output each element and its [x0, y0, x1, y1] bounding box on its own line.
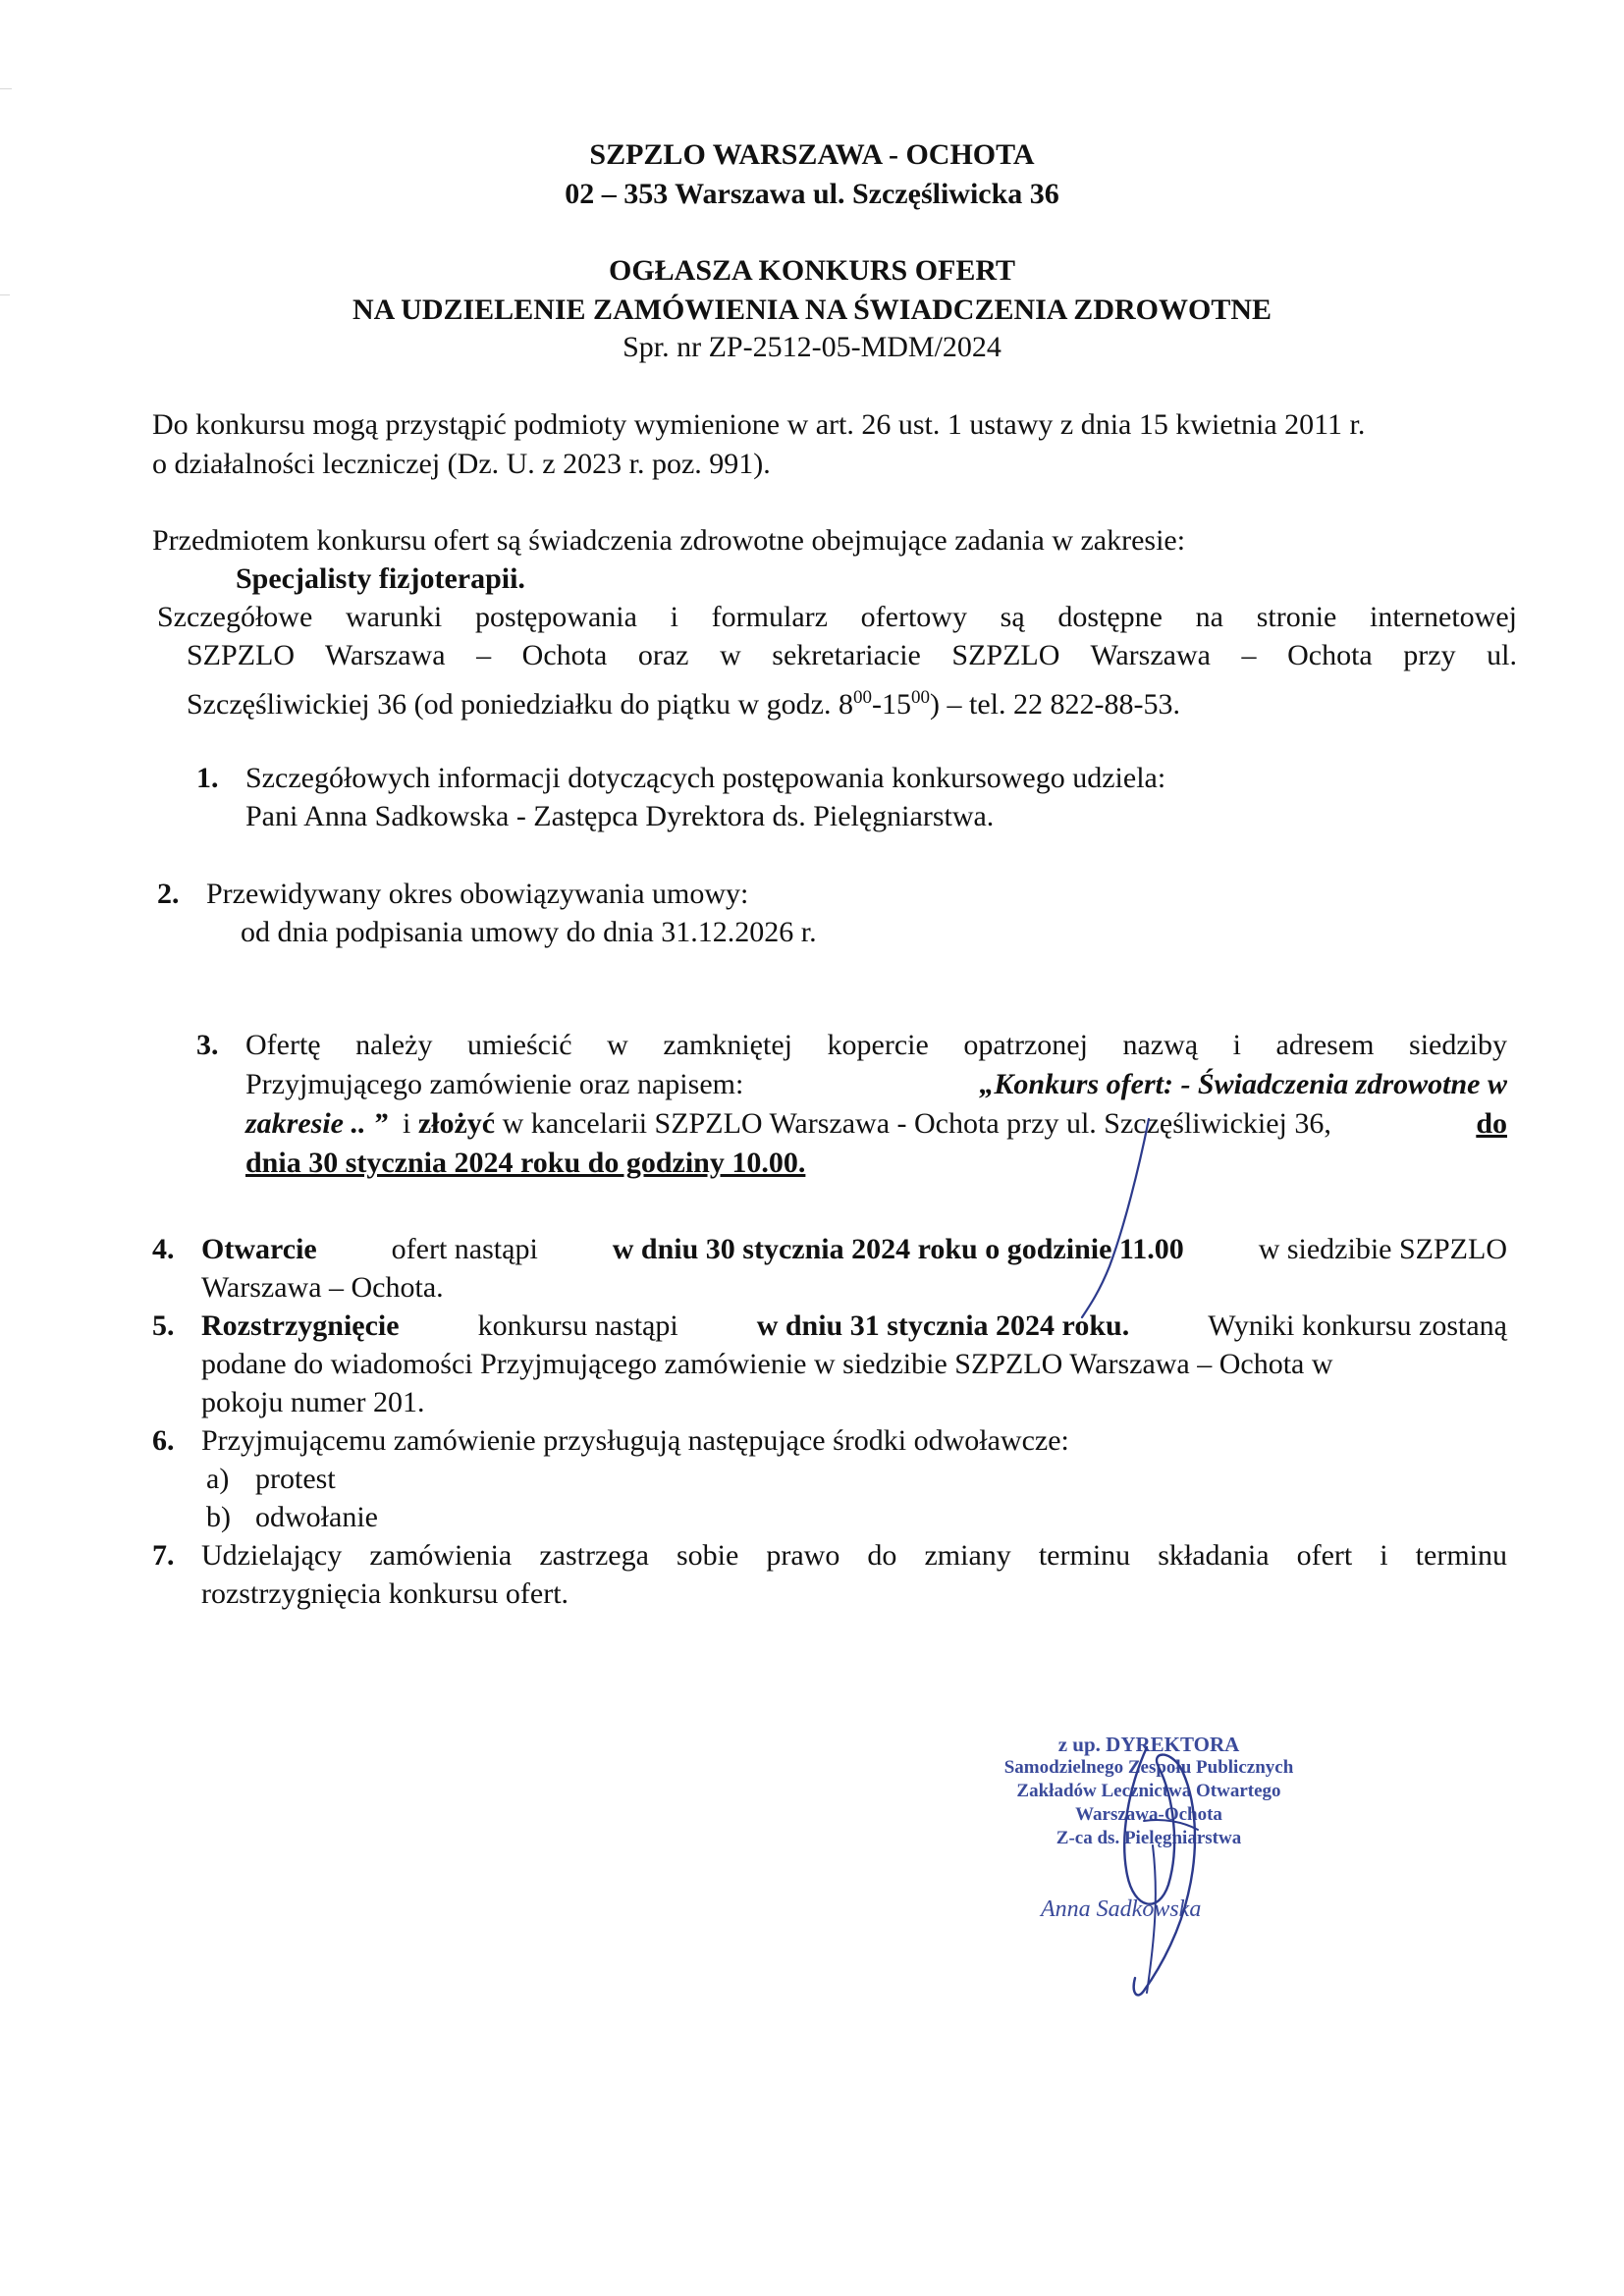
item-2-number: 2.: [157, 878, 180, 910]
item-2-line-2: od dnia podpisania umowy do dnia 31.12.2026 r.: [241, 916, 817, 948]
announcement-title-2: NA UDZIELENIE ZAMÓWIENIA NA ŚWIADCZENIA ZDROWOTNE: [352, 294, 1272, 326]
handwritten-signature: [1090, 1728, 1227, 2012]
item-4-number: 4.: [152, 1233, 175, 1265]
item-3-line-3: [245, 1106, 1507, 1142]
stamp-line-5: Z-ca ds. Pielęgniarstwa: [1056, 1828, 1242, 1848]
conditions-text-3a: Szczęśliwickiej 36 (od poniedziałku do piątku w godz. 8: [187, 688, 853, 721]
item-3-text-3e: do: [1476, 1107, 1507, 1140]
item-3-text-3a: zakresie .. ”: [245, 1107, 388, 1140]
item-3-text-2b: „Konkurs ofert: - Świadczenia zdrowotne w: [979, 1068, 1507, 1100]
item-3-text-3c: złożyć: [417, 1107, 496, 1140]
item-3-text-3b: i: [403, 1107, 411, 1140]
item-3-line-2: [245, 1067, 1507, 1102]
item-5-line-3: pokoju numer 201.: [201, 1386, 425, 1418]
conditions-text-1: Szczegółowe warunki postępowania i formularz ofertowy są dostępne na stronie internetowej: [157, 601, 1517, 633]
item-5-text-a: Rozstrzygnięcie: [201, 1309, 400, 1342]
conditions-text-3c: ) – tel. 22 822-88-53.: [930, 688, 1180, 721]
scan-edge-line: [0, 88, 12, 89]
conditions-text-3b: -15: [872, 688, 911, 721]
item-7-line-2: rozstrzygnięcia konkursu ofert.: [201, 1577, 569, 1610]
org-address: 02 – 353 Warszawa ul. Szczęśliwicka 36: [565, 178, 1059, 210]
conditions-text-2: SZPZLO Warszawa – Ochota oraz w sekretariacie SZPZLO Warszawa – Ochota przy ul.: [187, 639, 1517, 671]
item-4-text-c: w dniu 30 stycznia 2024 roku o godzinie 11.00: [612, 1233, 1184, 1265]
item-5-line-1: [201, 1308, 1507, 1344]
item-7-text-1: Udzielający zamówienia zastrzega sobie prawo do zmiany terminu składania ofert i terminu: [201, 1539, 1507, 1572]
item-5-text-d: Wyniki konkursu zostaną: [1208, 1309, 1507, 1342]
item-3-number: 3.: [196, 1029, 219, 1061]
subject-specialty: Specjalisty fizjoterapii.: [236, 562, 525, 595]
stamp-signatory-name: Anna Sadkowska: [1041, 1896, 1202, 1922]
conditions-line-1: [157, 600, 1517, 635]
intro-line-2: o działalności leczniczej (Dz. U. z 2023 r. poz. 991).: [152, 448, 771, 480]
item-1-line-1: Szczegółowych informacji dotyczących postępowania konkursowego udziela:: [245, 762, 1166, 794]
announcement-title-1: OGŁASZA KONKURS OFERT: [608, 254, 1016, 287]
item-3-text-3d: w kancelarii SZPZLO Warszawa - Ochota przy ul. Szczęśliwickiej 36,: [502, 1107, 1331, 1140]
subject-line: Przedmiotem konkursu ofert są świadczenia zdrowotne obejmujące zadania w zakresie:: [152, 524, 1186, 557]
item-4-text-a: Otwarcie: [201, 1233, 317, 1265]
stamp-line-1: z up. DYREKTORA: [1057, 1733, 1240, 1756]
item-6-option-b: odwołanie: [255, 1501, 378, 1533]
item-2-line-1: Przewidywany okres obowiązywania umowy:: [206, 878, 749, 910]
conditions-line-3: [187, 687, 1180, 722]
item-5-text-b: konkursu nastąpi: [477, 1309, 678, 1342]
item-1-number: 1.: [196, 762, 219, 794]
item-4-text-b: ofert nastąpi: [391, 1233, 538, 1265]
stamp-line-4: Warszawa-Ochota: [1075, 1804, 1222, 1825]
item-4-text-d: w siedzibie SZPZLO: [1258, 1233, 1507, 1265]
item-6-line-1: Przyjmującemu zamówienie przysługują następujące środki odwoławcze:: [201, 1424, 1069, 1457]
item-3-text-1: Ofertę należy umieścić w zamkniętej kopercie opatrzonej nazwą i adresem siedziby: [245, 1029, 1507, 1061]
pen-stroke-mark: [1070, 1109, 1159, 1325]
item-5-text-c: w dniu 31 stycznia 2024 roku.: [756, 1309, 1130, 1342]
item-6-number: 6.: [152, 1424, 175, 1457]
item-6-option-a: protest: [255, 1463, 336, 1495]
org-name: SZPZLO WARSZAWA - OCHOTA: [589, 138, 1035, 171]
item-3-line-1: [245, 1028, 1507, 1063]
item-4-line-1: [201, 1232, 1507, 1267]
stamp-line-3: Zakładów Lecznictwa Otwartego: [1016, 1781, 1281, 1801]
item-5-line-2: podane do wiadomości Przyjmującego zamówienie w siedzibie SZPZLO Warszawa – Ochota w: [201, 1348, 1333, 1380]
item-4-line-2: Warszawa – Ochota.: [201, 1271, 444, 1304]
case-number: Spr. nr ZP-2512-05-MDM/2024: [623, 331, 1001, 363]
conditions-line-2: [187, 638, 1517, 673]
item-6-option-b-letter: b): [206, 1501, 231, 1533]
stamp-line-2: Samodzielnego Zespołu Publicznych: [1003, 1757, 1294, 1778]
item-7-line-1: [201, 1538, 1507, 1574]
item-3-text-2a: Przyjmującego zamówienie oraz napisem:: [245, 1068, 744, 1100]
item-1-line-2: Pani Anna Sadkowska - Zastępca Dyrektora ds. Pielęgniarstwa.: [245, 800, 995, 832]
item-5-number: 5.: [152, 1309, 175, 1342]
item-7-number: 7.: [152, 1539, 175, 1572]
close-hour-sup: 00: [911, 687, 930, 708]
intro-line-1: Do konkursu mogą przystąpić podmioty wymienione w art. 26 ust. 1 ustawy z dnia 15 kwietnia 2011 r.: [152, 408, 1366, 441]
item-3-deadline: dnia 30 stycznia 2024 roku do godziny 10.00.: [245, 1147, 806, 1179]
item-6-option-a-letter: a): [206, 1463, 230, 1495]
open-hour-sup: 00: [853, 687, 872, 708]
